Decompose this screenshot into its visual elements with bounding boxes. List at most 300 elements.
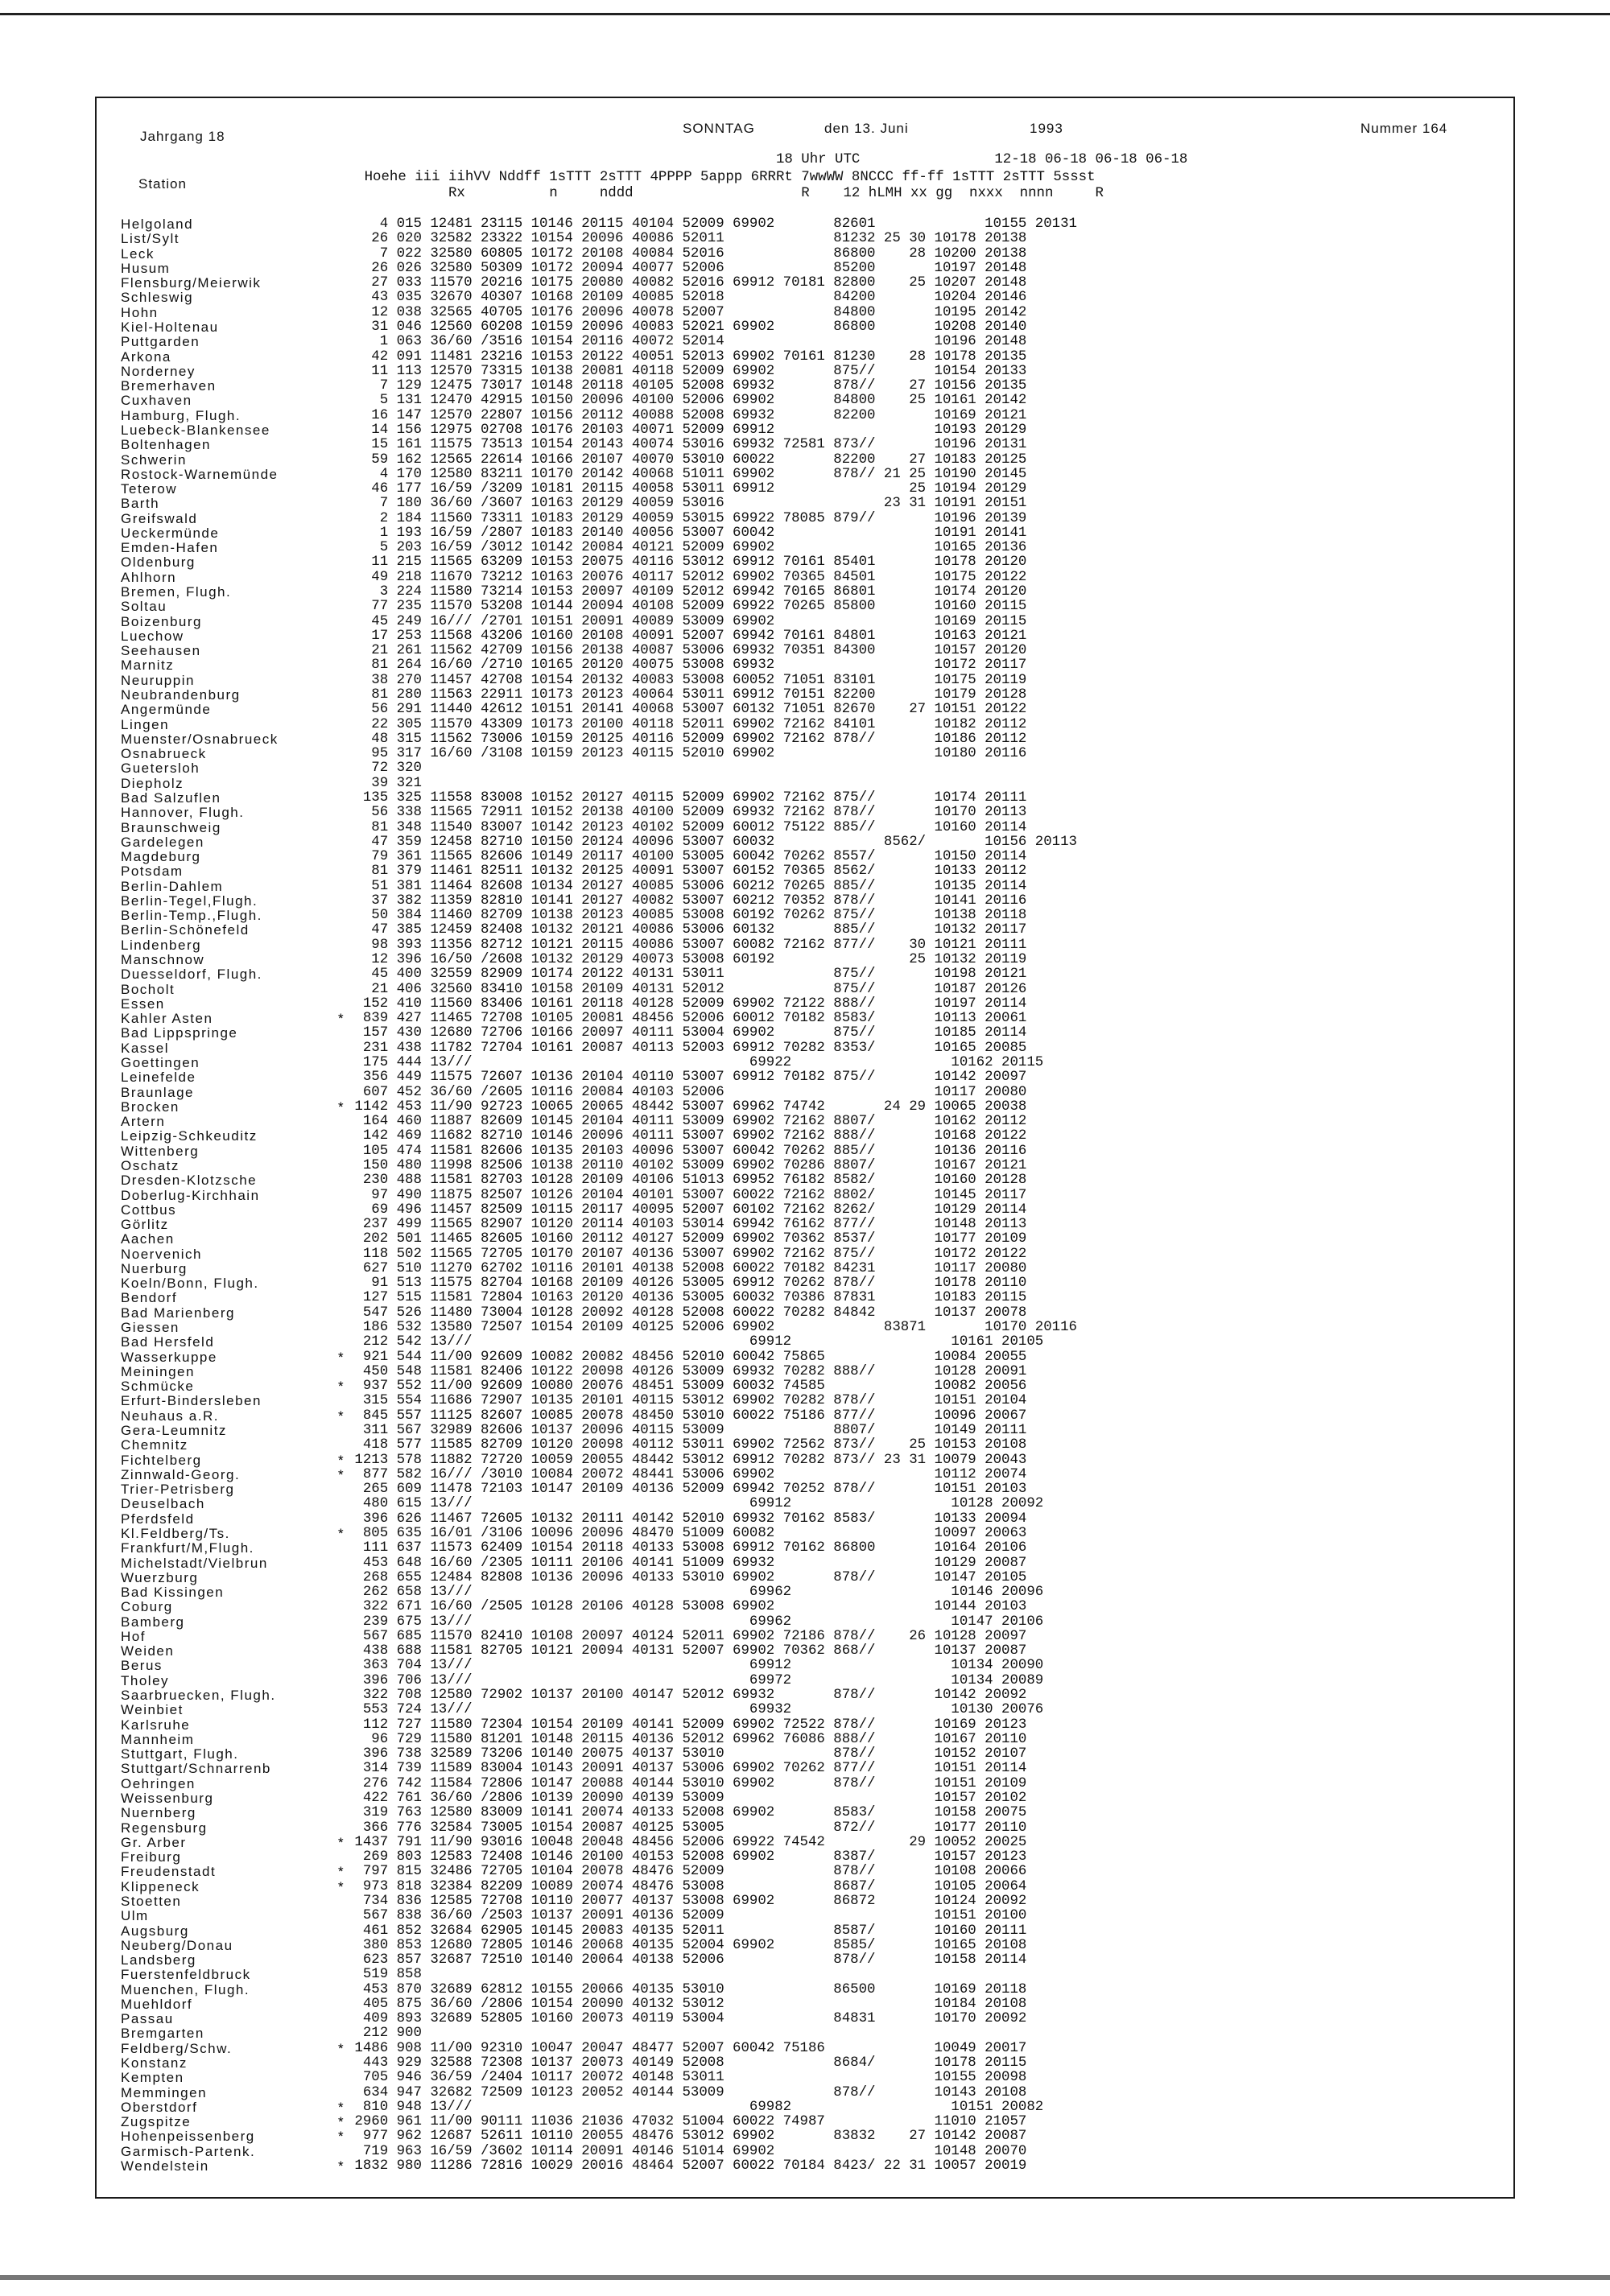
- table-row: [0, 555, 1610, 569]
- station-name: Oschatz: [121, 1157, 180, 1173]
- table-row: [0, 2129, 1610, 2143]
- observation-values: 805 635 16/01 /3106 10096 20096 48470 51009 60082 10097 20063: [346, 1525, 1027, 1541]
- table-row: [0, 1747, 1610, 1761]
- observation-values: 453 648 16/60 /2305 10111 20106 40141 51009 69932 10129 20087: [346, 1555, 1027, 1571]
- table-row: [0, 217, 1610, 231]
- observation-values: 322 708 12580 72902 10137 20100 40147 52012 69932 878// 10142 20092: [346, 1688, 1027, 1703]
- station-name: Seehausen: [121, 643, 201, 659]
- observation-values: 553 724 13/// 69932 10130 20076: [346, 1702, 1044, 1718]
- mountain-station-marker: *: [338, 1525, 344, 1541]
- table-row: [0, 232, 1610, 245]
- table-row: [0, 1630, 1610, 1643]
- table-row: [0, 644, 1610, 657]
- station-name: Neuberg/Donau: [121, 1937, 233, 1953]
- observation-values: 276 742 11584 72806 10147 20088 40144 53010 69902 878// 10151 20109: [346, 1775, 1027, 1791]
- station-name: Saarbruecken, Flugh.: [121, 1688, 276, 1703]
- station-name: Hamburg, Flugh.: [121, 407, 242, 423]
- station-name: Wittenberg: [121, 1143, 200, 1159]
- observation-values: 56 338 11565 72911 10152 20138 40100 52009 69932 72162 878// 10170 20113: [346, 805, 1027, 821]
- observation-values: 11 113 12570 73315 10138 20081 40118 52009 69902 875// 10154 20133: [346, 363, 1027, 379]
- observation-values: 118 502 11565 72705 10170 20107 40136 53007 69902 72162 875// 10172 20122: [346, 1246, 1027, 1262]
- mountain-station-marker: *: [338, 2114, 344, 2130]
- station-name: Rostock-Warnemünde: [121, 466, 279, 482]
- station-name: Emden-Hafen: [121, 540, 219, 556]
- observation-values: 42 091 11481 23216 10153 20122 40051 52013 69902 70161 81230 28 10178 20135: [346, 348, 1027, 365]
- station-name: Bremen, Flugh.: [121, 584, 232, 600]
- station-name: Bad Hersfeld: [121, 1334, 215, 1350]
- table-row: [0, 423, 1610, 437]
- station-name: Wuerzburg: [121, 1569, 199, 1585]
- bottom-border-line: [0, 2275, 1610, 2280]
- table-row: [0, 658, 1610, 672]
- table-row: [0, 350, 1610, 364]
- station-name: Goettingen: [121, 1055, 200, 1070]
- station-name: Zugspitze: [121, 2114, 192, 2130]
- observation-values: 50 384 11460 82709 10138 20123 40085 53008 60192 70262 875// 10138 20118: [346, 908, 1027, 924]
- station-name: Kahler Asten: [121, 1011, 213, 1027]
- observation-values: 453 870 32689 62812 10155 20066 40135 53010 86500 10169 20118: [346, 1981, 1027, 1997]
- station-name: Luechow: [121, 628, 184, 644]
- table-row: [0, 1218, 1610, 1231]
- station-name: Gera-Leumnitz: [121, 1423, 227, 1438]
- table-row: [0, 1306, 1610, 1320]
- station-name: Berlin-Schönefeld: [121, 922, 250, 938]
- station-name: Berlin-Dahlem: [121, 878, 224, 894]
- station-name: Norderney: [121, 363, 196, 379]
- table-row: [0, 718, 1610, 732]
- table-row: [0, 1144, 1610, 1158]
- station-name: Stuttgart, Flugh.: [121, 1746, 239, 1762]
- table-row: [0, 1939, 1610, 1952]
- station-name: Schleswig: [121, 290, 194, 306]
- table-row: [0, 585, 1610, 599]
- table-row: [0, 1350, 1610, 1364]
- table-row: [0, 983, 1610, 996]
- station-name: Lingen: [121, 716, 170, 732]
- observation-values: 4 170 12580 83211 10170 20142 40068 51011 69902 878// 21 25 10190 20145: [346, 466, 1027, 482]
- table-row: [0, 2086, 1610, 2100]
- table-row: [0, 468, 1610, 481]
- observation-values: 164 460 11887 82609 10145 20104 40111 53009 69902 72162 8807/ 10162 20112: [346, 1114, 1027, 1130]
- observation-values: 363 704 13/// 69912 10134 20090: [346, 1658, 1044, 1674]
- observation-values: 810 948 13/// 69982 10151 20082: [346, 2099, 1044, 2115]
- table-row: [0, 571, 1610, 584]
- station-name: Artern: [121, 1114, 166, 1130]
- table-row: [0, 1291, 1610, 1305]
- observation-values: 937 552 11/00 92609 10080 20076 48451 53009 60032 74585 10082 20056: [346, 1379, 1027, 1395]
- observation-values: 11 215 11565 63209 10153 20075 40116 53012 69912 70161 85401 10178 20120: [346, 554, 1027, 571]
- station-name: Karlsruhe: [121, 1717, 191, 1733]
- table-row: [0, 1012, 1610, 1025]
- table-row: [0, 1247, 1610, 1261]
- observation-values: 98 393 11356 82712 10121 20115 40086 53007 60082 72162 877// 30 10121 20111: [346, 937, 1027, 953]
- station-name: Michelstadt/Vielbrun: [121, 1555, 268, 1571]
- station-name: Meiningen: [121, 1363, 195, 1379]
- weekday-label: SONNTAG: [683, 121, 755, 136]
- table-row: [0, 850, 1610, 864]
- observation-values: 262 658 13/// 69962 10146 20096: [346, 1585, 1044, 1600]
- table-row: [0, 967, 1610, 981]
- mountain-station-marker: *: [338, 1099, 344, 1115]
- station-name: Angermünde: [121, 702, 212, 718]
- observation-values: 27 033 11570 20216 10175 20080 40082 52016 69912 70181 82800 25 10207 20148: [346, 275, 1027, 291]
- observation-values: 314 739 11589 83004 10143 20091 40137 53006 69902 70262 877// 10151 20114: [346, 1761, 1027, 1777]
- station-name: Konstanz: [121, 2055, 188, 2071]
- table-row: [0, 1806, 1610, 1820]
- table-row: [0, 1703, 1610, 1717]
- observation-values: 135 325 11558 83008 10152 20127 40115 52009 69902 72162 875// 10174 20111: [346, 789, 1027, 806]
- station-name: Cottbus: [121, 1202, 177, 1218]
- station-name: Manschnow: [121, 952, 205, 967]
- table-row: [0, 320, 1610, 334]
- observation-values: 21 261 11562 42709 10156 20138 40087 53006 69932 70351 84300 10157 20120: [346, 643, 1027, 659]
- observation-values: 5 203 16/59 /3012 10142 20084 40121 52009 69902 10165 20136: [346, 540, 1027, 556]
- table-row: [0, 1086, 1610, 1099]
- station-name: Guetersloh: [121, 761, 200, 777]
- table-row: [0, 306, 1610, 319]
- mountain-station-marker: *: [338, 1878, 344, 1894]
- station-name: Trier-Petrisberg: [121, 1482, 235, 1498]
- mountain-station-marker: *: [338, 1011, 344, 1027]
- column-header-line-3: Rx n nddd R 12 hLMH xx gg nxxx nnnn R: [314, 186, 1104, 201]
- station-name: Memmingen: [121, 2084, 208, 2100]
- observation-values: 480 615 13/// 69912 10128 20092: [346, 1496, 1044, 1512]
- table-row: [0, 394, 1610, 407]
- station-name: Boltenhagen: [121, 437, 211, 453]
- table-row: [0, 1173, 1610, 1187]
- observation-values: 37 382 11359 82810 10141 20127 40082 53007 60212 70352 878// 10141 20116: [346, 892, 1027, 909]
- observation-values: 105 474 11581 82606 10135 20103 40096 53007 60042 70262 885// 10136 20116: [346, 1143, 1027, 1159]
- station-name: Fichtelberg: [121, 1452, 202, 1468]
- station-name: Diepholz: [121, 775, 184, 791]
- observation-values: 152 410 11560 83406 10161 20118 40128 52009 69902 72122 888// 10197 20114: [346, 995, 1027, 1012]
- observation-values: 26 026 32580 50309 10172 20094 40077 52006 85200 10197 20148: [346, 260, 1027, 276]
- observation-values: 396 706 13/// 69972 10134 20089: [346, 1672, 1044, 1688]
- station-name: Nuerburg: [121, 1260, 188, 1276]
- table-row: [0, 1659, 1610, 1672]
- observation-values: 47 359 12458 82710 10150 20124 40096 53007 60032 8562/ 10156 20113: [346, 834, 1077, 850]
- observation-values: 3 224 11580 73214 10153 20097 40109 52012 69942 70165 86801 10174 20120: [346, 584, 1027, 600]
- observation-values: 97 490 11875 82507 10126 20104 40101 53007 60022 72162 8802/ 10145 20117: [346, 1187, 1027, 1203]
- station-name: Puttgarden: [121, 334, 200, 350]
- station-name: Hohn: [121, 304, 159, 320]
- table-row: [0, 1644, 1610, 1658]
- observation-values: 1486 908 11/00 92310 10047 20047 48477 52007 60042 75186 10049 20017: [346, 2040, 1027, 2056]
- mountain-station-marker: *: [338, 1349, 344, 1365]
- table-row: [0, 1894, 1610, 1908]
- observation-values: 973 818 32384 82209 10089 20074 48476 53008 8687/ 10105 20064: [346, 1878, 1027, 1894]
- year-label: 1993: [1030, 121, 1063, 136]
- station-name: Schmücke: [121, 1379, 195, 1395]
- observation-values: 634 947 32682 72509 10123 20052 40144 53009 878// 10143 20108: [346, 2084, 1027, 2100]
- station-name: Hohenpeissenberg: [121, 2129, 255, 2145]
- table-row: [0, 497, 1610, 510]
- station-name: Leinefelde: [121, 1070, 196, 1086]
- table-row: [0, 276, 1610, 290]
- observation-values: 212 900: [346, 2026, 422, 2042]
- observation-values: 46 177 16/59 /3209 10181 20115 40058 53011 69912 25 10194 20129: [346, 481, 1027, 497]
- table-row: [0, 864, 1610, 878]
- observation-values: 237 499 11565 82907 10120 20114 40103 53014 69942 76162 877// 10148 20113: [346, 1217, 1027, 1232]
- observation-values: 627 510 11270 62702 10116 20101 40138 52008 60022 70182 84231 10117 20080: [346, 1260, 1027, 1276]
- station-name: Osnabrueck: [121, 746, 207, 762]
- table-row: [0, 1968, 1610, 1981]
- top-border-line: [0, 13, 1610, 15]
- table-row: [0, 1482, 1610, 1496]
- observation-values: 921 544 11/00 92609 10082 20082 48456 52010 60042 75865 10084 20055: [346, 1349, 1027, 1365]
- table-row: [0, 997, 1610, 1011]
- table-row: [0, 1880, 1610, 1894]
- table-row: [0, 2026, 1610, 2040]
- station-name: Berlin-Tegel,Flugh.: [121, 892, 258, 909]
- observation-values: 81 280 11563 22911 10173 20123 40064 53011 69912 70151 82200 10179 20128: [346, 687, 1027, 703]
- station-name: Gr. Arber: [121, 1834, 187, 1850]
- table-row: [0, 1203, 1610, 1217]
- observation-values: 719 963 16/59 /3602 10114 20091 40146 51014 69902 10148 20070: [346, 2143, 1027, 2159]
- station-name: Kiel-Holtenau: [121, 319, 219, 335]
- table-row: [0, 1497, 1610, 1511]
- observation-values: 175 444 13/// 69922 10162 20115: [346, 1055, 1044, 1070]
- observation-values: 69 496 11457 82509 10115 20117 40095 52007 60102 72162 8262/ 10129 20114: [346, 1202, 1027, 1218]
- observation-values: 43 035 32670 40307 10168 20109 40085 52018 84200 10204 20146: [346, 290, 1027, 306]
- station-name: Muenchen, Flugh.: [121, 1981, 250, 1997]
- table-row: [0, 791, 1610, 805]
- table-row: [0, 953, 1610, 967]
- observation-values: 268 655 12484 82808 10136 20096 40133 53010 69902 878// 10147 20105: [346, 1569, 1027, 1585]
- mountain-station-marker: *: [338, 2040, 344, 2056]
- observation-values: 81 264 16/60 /2710 10165 20120 40075 53008 69932 10172 20117: [346, 657, 1027, 674]
- observation-values: 607 452 36/60 /2605 10116 20084 40103 52006 10117 20080: [346, 1084, 1027, 1100]
- table-row: [0, 1276, 1610, 1290]
- station-name: Freiburg: [121, 1849, 182, 1865]
- table-row: [0, 1983, 1610, 1997]
- station-name: Fuerstenfeldbruck: [121, 1967, 251, 1983]
- observation-values: 231 438 11782 72704 10161 20087 40113 52003 69912 70282 8353/ 10165 20085: [346, 1040, 1027, 1056]
- table-row: [0, 2100, 1610, 2114]
- station-name: Brocken: [121, 1099, 180, 1115]
- table-row: [0, 291, 1610, 304]
- observation-values: 112 727 11580 72304 10154 20109 40141 52009 69902 72522 878// 10169 20123: [346, 1717, 1027, 1733]
- observation-values: 77 235 11570 53208 10144 20094 40108 52009 69922 70265 85800 10160 20115: [346, 599, 1027, 615]
- table-row: [0, 1056, 1610, 1070]
- observation-values: 356 449 11575 72607 10136 20104 40110 53007 69912 70182 875// 10142 20097: [346, 1070, 1027, 1086]
- issue-number-label: Nummer 164: [1360, 121, 1448, 136]
- station-name: Ulm: [121, 1908, 149, 1924]
- table-row: [0, 1688, 1610, 1702]
- station-name: Wasserkuppe: [121, 1349, 217, 1365]
- observation-values: 111 637 11573 62409 10154 20118 40133 53008 69912 70162 86800 10164 20106: [346, 1540, 1027, 1556]
- table-row: [0, 880, 1610, 893]
- station-name: Wendelstein: [121, 2158, 209, 2174]
- station-name: Gardelegen: [121, 834, 204, 850]
- observation-values: 212 542 13/// 69912 10161 20105: [346, 1334, 1044, 1350]
- station-name: Luebeck-Blankensee: [121, 422, 270, 438]
- table-row: [0, 923, 1610, 937]
- station-name: Barth: [121, 496, 160, 512]
- observation-values: 31 046 12560 60208 10159 20096 40083 52021 69902 86800 10208 20140: [346, 319, 1027, 335]
- station-name: Nuernberg: [121, 1805, 196, 1821]
- table-row: [0, 1365, 1610, 1379]
- station-name: Weinbiet: [121, 1702, 184, 1718]
- station-name: Aachen: [121, 1231, 175, 1247]
- table-row: [0, 1026, 1610, 1040]
- station-name: Arkona: [121, 348, 171, 365]
- station-name: Muehldorf: [121, 1996, 193, 2012]
- observation-values: 51 381 11464 82608 10134 20127 40085 53006 60212 70265 885// 10135 20114: [346, 878, 1027, 894]
- table-row: [0, 938, 1610, 952]
- station-name: Zinnwald-Georg.: [121, 1466, 241, 1482]
- observation-values: 59 162 12565 22614 10166 20107 40070 53010 60022 82200 27 10183 20125: [346, 451, 1027, 468]
- observation-values: 1 063 36/60 /3516 10154 20116 40072 52014 10196 20148: [346, 334, 1027, 350]
- observation-values: 269 803 12583 72408 10146 20100 40153 52008 69902 8387/ 10157 20123: [346, 1849, 1027, 1865]
- column-header-line-2: Hoehe iii iihVV Nddff 1sTTT 2sTTT 4PPPP 5appp 6RRRt 7wwWW 8NCCC ff-ff 1sTTT 2sTTT 5ssst: [314, 170, 1096, 185]
- table-row: [0, 1512, 1610, 1526]
- observation-values: 12 038 32565 40705 10176 20096 40078 52007 84800 10195 20142: [346, 304, 1027, 320]
- table-row: [0, 1468, 1610, 1482]
- table-row: [0, 777, 1610, 790]
- observation-values: 1437 791 11/90 93016 10048 20048 48456 52006 69922 74542 29 10052 20025: [346, 1834, 1027, 1850]
- station-name: Husum: [121, 260, 171, 276]
- table-row: [0, 1733, 1610, 1746]
- station-name: Pferdsfeld: [121, 1511, 195, 1527]
- station-name: Bremgarten: [121, 2026, 204, 2042]
- observation-values: 265 609 11478 72103 10147 20109 40136 52009 69942 70252 878// 10151 20103: [346, 1482, 1027, 1498]
- observation-values: 547 526 11480 73004 10128 20092 40128 52008 60022 70282 84842 10137 20078: [346, 1305, 1027, 1321]
- table-row: [0, 688, 1610, 702]
- table-row: [0, 1924, 1610, 1938]
- table-row: [0, 1997, 1610, 2011]
- observation-values: 2 184 11560 73311 10183 20129 40059 53015 69922 78085 879// 10196 20139: [346, 510, 1027, 526]
- observation-values: 734 836 12585 72708 10110 20077 40137 53008 69902 86872 10124 20092: [346, 1893, 1027, 1909]
- table-row: [0, 1909, 1610, 1923]
- table-row: [0, 2012, 1610, 2026]
- observation-values: 45 400 32559 82909 10174 20122 40131 53011 875// 10198 20121: [346, 967, 1027, 983]
- table-row: [0, 1953, 1610, 1967]
- station-name: Leipzig-Schkeuditz: [121, 1128, 258, 1144]
- station-name: Garmisch-Partenk.: [121, 2143, 256, 2159]
- observation-values: 22 305 11570 43309 10173 20100 40118 52011 69902 72162 84101 10182 20112: [346, 716, 1027, 732]
- table-row: [0, 615, 1610, 629]
- table-row: [0, 1100, 1610, 1114]
- observation-values: 202 501 11465 82605 10160 20112 40127 52009 69902 70362 8537/ 10177 20109: [346, 1231, 1027, 1247]
- observation-values: 405 875 36/60 /2806 10154 20090 40132 53012 10184 20108: [346, 1996, 1027, 2012]
- station-name: Greifswald: [121, 510, 198, 526]
- table-row: [0, 1762, 1610, 1775]
- table-row: [0, 1232, 1610, 1246]
- table-row: [0, 1453, 1610, 1467]
- table-row: [0, 541, 1610, 554]
- observation-values: 839 427 11465 72708 10105 20081 48456 52006 60012 70182 8583/ 10113 20061: [346, 1011, 1027, 1027]
- table-row: [0, 1541, 1610, 1555]
- observation-values: 2960 961 11/00 90111 11036 21036 47032 51004 60022 74987 11010 21057: [346, 2114, 1027, 2130]
- observation-values: 81 348 11540 83007 10142 20123 40102 52009 60012 75122 885// 10160 20114: [346, 819, 1027, 835]
- observation-values: 1832 980 11286 72816 10029 20016 48464 52007 60022 70184 8423/ 22 31 10057 20019: [346, 2158, 1027, 2174]
- observation-values: 418 577 11585 82709 10120 20098 40112 53011 69902 72562 873// 25 10153 20108: [346, 1437, 1027, 1453]
- station-name: Tholey: [121, 1672, 170, 1688]
- station-name: Dresden-Klotzsche: [121, 1173, 258, 1189]
- station-name: Kl.Feldberg/Ts.: [121, 1525, 230, 1541]
- observation-values: 461 852 32684 62905 10145 20083 40135 52011 8587/ 10160 20111: [346, 1923, 1027, 1939]
- table-row: [0, 2071, 1610, 2084]
- observation-values: 705 946 36/59 /2404 10117 20072 40148 53011 10155 20098: [346, 2070, 1027, 2086]
- station-name: Berus: [121, 1658, 163, 1674]
- observation-values: 797 815 32486 72705 10104 20078 48476 52009 878// 10108 20066: [346, 1864, 1027, 1880]
- station-name: Coburg: [121, 1599, 173, 1615]
- table-row: [0, 894, 1610, 908]
- station-name: Neuruppin: [121, 672, 195, 688]
- observation-values: 366 776 32584 73005 10154 20087 40125 53005 872// 10177 20110: [346, 1820, 1027, 1836]
- table-row: [0, 1438, 1610, 1452]
- observation-values: 438 688 11581 82705 10121 20094 40131 52007 69902 70362 868// 10137 20087: [346, 1643, 1027, 1659]
- station-name: Doberlug-Kirchhain: [121, 1187, 260, 1203]
- observation-values: 1142 453 11/90 92723 10065 20065 48442 53007 69962 74742 24 29 10065 20038: [346, 1099, 1027, 1115]
- station-name: Ahlhorn: [121, 569, 177, 585]
- station-name: Freudenstadt: [121, 1864, 217, 1880]
- station-name: Weiden: [121, 1643, 175, 1659]
- observation-values: 7 180 36/60 /3607 10163 20129 40059 53016 23 31 10191 20151: [346, 496, 1027, 512]
- table-row: [0, 1115, 1610, 1128]
- station-name: Kempten: [121, 2070, 184, 2086]
- observation-values: 1213 578 11882 72720 10059 20055 48442 53012 69912 70282 873// 23 31 10079 20043: [346, 1452, 1027, 1468]
- station-name: Boizenburg: [121, 613, 203, 629]
- table-row: [0, 409, 1610, 423]
- table-row: [0, 1777, 1610, 1791]
- table-row: [0, 379, 1610, 393]
- station-name: Feldberg/Schw.: [121, 2040, 233, 2056]
- station-name: Landsberg: [121, 1952, 196, 1968]
- observation-values: 91 513 11575 82704 10168 20109 40126 53005 69912 70262 878// 10178 20110: [346, 1276, 1027, 1292]
- observation-values: 17 253 11568 43206 10160 20108 40091 52007 69942 70161 84801 10163 20121: [346, 628, 1027, 644]
- table-row: [0, 1335, 1610, 1349]
- station-name: Görlitz: [121, 1217, 169, 1232]
- table-row: [0, 453, 1610, 467]
- station-name: Flensburg/Meierwik: [121, 275, 262, 291]
- table-row: [0, 1129, 1610, 1143]
- table-row: [0, 365, 1610, 378]
- observation-values: 623 857 32687 72510 10140 20064 40138 52006 878// 10158 20114: [346, 1952, 1027, 1968]
- station-name: Kassel: [121, 1040, 170, 1056]
- station-name: Noervenich: [121, 1246, 202, 1262]
- observation-values: 239 675 13/// 69962 10147 20106: [346, 1614, 1044, 1630]
- table-row: [0, 600, 1610, 613]
- station-name: Augsburg: [121, 1923, 189, 1939]
- station-name: Soltau: [121, 599, 167, 615]
- table-row: [0, 2115, 1610, 2129]
- station-name: Neuhaus a.R.: [121, 1408, 219, 1424]
- table-row: [0, 747, 1610, 761]
- station-name: Essen: [121, 995, 165, 1012]
- observation-values: 45 249 16/// /2701 10151 20091 40089 53009 69902 10169 20115: [346, 613, 1027, 629]
- observation-values: 4 015 12481 23115 10146 20115 40104 52009 69902 82601 10155 20131: [346, 216, 1077, 232]
- observation-values: 396 626 11467 72605 10132 20111 40142 52010 69932 70162 8583/ 10133 20094: [346, 1511, 1027, 1527]
- observation-values: 322 671 16/60 /2505 10128 20106 40128 53008 69902 10144 20103: [346, 1599, 1027, 1615]
- column-header-station: Station: [138, 176, 187, 192]
- station-name: Bad Lippspringe: [121, 1025, 238, 1041]
- table-row: [0, 438, 1610, 451]
- observation-values: 47 385 12459 82408 10132 20121 40086 53006 60132 885// 10132 20117: [346, 922, 1027, 938]
- table-row: [0, 1600, 1610, 1614]
- station-name: Magdeburg: [121, 849, 201, 864]
- station-name: Passau: [121, 2011, 174, 2027]
- station-name: Bad Marienberg: [121, 1305, 235, 1321]
- table-row: [0, 2056, 1610, 2070]
- station-name: Muenster/Osnabrueck: [121, 731, 279, 747]
- table-row: [0, 2145, 1610, 2158]
- table-row: [0, 1189, 1610, 1202]
- observation-values: 95 317 16/60 /3108 10159 20123 40115 52010 69902 10180 20116: [346, 746, 1027, 762]
- observation-values: 150 480 11998 82506 10138 20110 40102 53009 69902 70286 8807/ 10167 20121: [346, 1157, 1027, 1173]
- table-row: [0, 1836, 1610, 1849]
